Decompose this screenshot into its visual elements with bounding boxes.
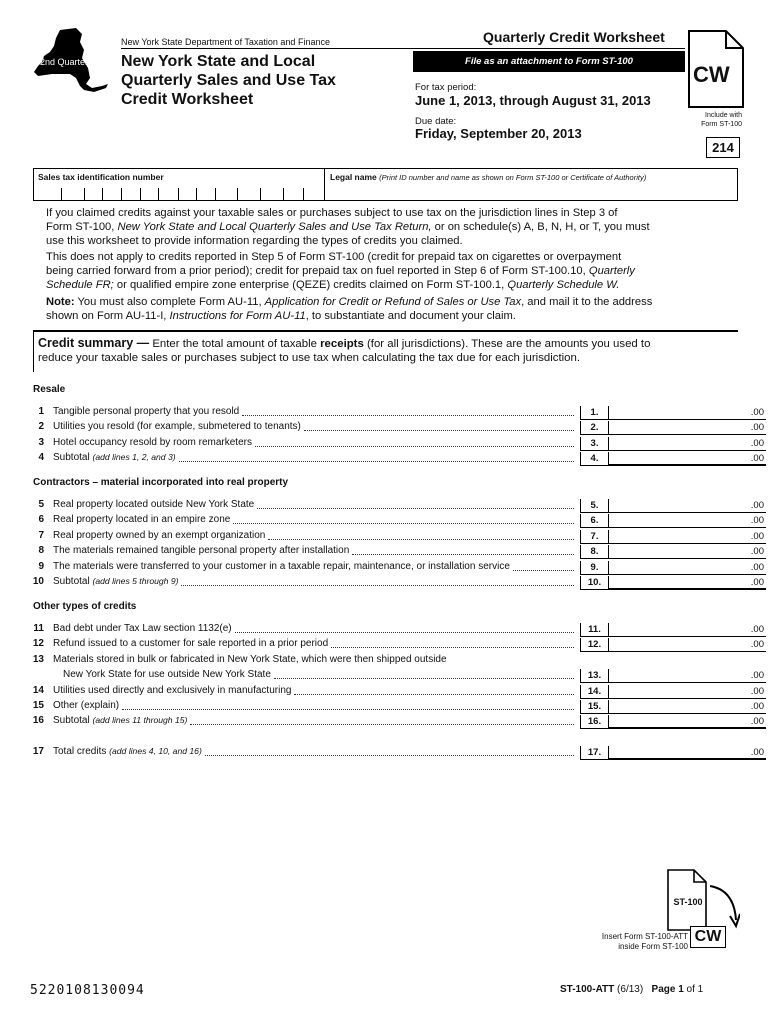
line-1-number: 1 xyxy=(38,406,44,417)
line-10-label: Subtotal (add lines 5 through 9) xyxy=(53,576,179,587)
line-3-number: 3 xyxy=(38,437,44,448)
line-5-label: Real property located outside New York State xyxy=(53,499,255,510)
line-14-number: 14 xyxy=(32,685,44,696)
id-digit-separator xyxy=(84,188,85,200)
form-title-line-1: New York State and Local xyxy=(121,53,316,70)
line-15-number: 15 xyxy=(32,700,44,711)
id-digit-separator xyxy=(196,188,197,200)
line-10-amount-input[interactable]: .00 xyxy=(608,576,766,590)
sales-tax-id-label: Sales tax identification number xyxy=(38,172,164,182)
due-date-value: Friday, September 20, 2013 xyxy=(415,126,582,141)
line-6-number: 6 xyxy=(38,514,44,525)
line-12-label: Refund issued to a customer for sale reported in a prior period xyxy=(53,638,329,649)
line-6-amount-input[interactable]: .00 xyxy=(608,514,766,528)
id-digit-separator xyxy=(61,188,62,200)
line-17-label: Total credits (add lines 4, 10, and 16) xyxy=(53,746,202,757)
line-14-label: Utilities used directly and exclusively in manufacturing xyxy=(53,685,292,696)
form-title-line-3: Credit Worksheet xyxy=(121,91,254,108)
line-15-leader xyxy=(122,709,574,710)
line-16-leader xyxy=(190,724,574,725)
line-2-box-label: 2. xyxy=(580,421,608,435)
line-2-label: Utilities you resold (for example, submetered to tenants) xyxy=(53,421,301,432)
line-10-box-label: 10. xyxy=(580,576,608,590)
instructions-note xyxy=(46,295,736,323)
line-14-box-label: 14. xyxy=(580,685,608,699)
instructions-text: Schedule FR; or qualified empire zone enterprise (QEZE) credits claimed on Form ST-100.1, Quarterly Schedule W. xyxy=(46,279,620,291)
line-16-label: Subtotal (add lines 11 through 15) xyxy=(53,715,188,726)
line-6-label: Real property located in an empire zone xyxy=(53,514,231,525)
line-11-box-label: 11. xyxy=(580,623,608,637)
section-contractors: Contractors – material incorporated into real property xyxy=(33,477,289,488)
due-date-label: Due date: xyxy=(415,116,457,127)
line-3-box-label: 3. xyxy=(580,437,608,451)
insert-note-line-2: inside Form ST-100 xyxy=(618,942,688,951)
id-digit-separator xyxy=(178,188,179,200)
line-2-number: 2 xyxy=(38,421,44,432)
line-14-leader xyxy=(294,694,574,695)
legal-name-label-text: Legal name xyxy=(330,172,377,182)
line-11-label: Bad debt under Tax Law section 1132(e) xyxy=(53,623,232,634)
id-digit-separator xyxy=(260,188,261,200)
line-8-label: The materials remained tangible personal property after installation xyxy=(53,545,350,556)
line-13-box-label: 13. xyxy=(580,669,608,683)
form-title xyxy=(121,52,371,109)
insert-note-line-1: Insert Form ST-100-ATT xyxy=(601,932,688,941)
line-5-leader xyxy=(257,508,574,509)
instructions-paragraph-2 xyxy=(46,250,736,292)
line-7-amount-input[interactable]: .00 xyxy=(608,530,766,544)
tax-period-label: For tax period: xyxy=(415,82,477,93)
line-10-number: 10 xyxy=(32,576,44,587)
line-13-label-line-1: Materials stored in bulk or fabricated in New York State, which were then shipped outside xyxy=(53,654,447,665)
id-divider xyxy=(324,168,325,201)
credit-summary-text-2: reduce your taxable sales or purchases subject to use tax when calculating the tax due for each jurisdiction. xyxy=(38,352,580,364)
line-2-leader xyxy=(304,430,574,431)
id-digit-separator xyxy=(121,188,122,200)
line-11-amount-input[interactable]: .00 xyxy=(608,623,766,637)
line-3-amount-input[interactable]: .00 xyxy=(608,437,766,451)
form-title-line-2: Quarterly Sales and Use Tax xyxy=(121,72,336,89)
line-9-box-label: 9. xyxy=(580,561,608,575)
line-8-box-label: 8. xyxy=(580,545,608,559)
line-15-amount-input[interactable]: .00 xyxy=(608,700,766,714)
line-5-box-label: 5. xyxy=(580,499,608,513)
line-4-leader xyxy=(179,461,574,462)
cw-form-code: CW xyxy=(693,62,730,87)
line-4-amount-input[interactable]: .00 xyxy=(608,452,766,466)
line-1-box-label: 1. xyxy=(580,406,608,420)
line-4-box-label: 4. xyxy=(580,452,608,466)
include-note-line-1: Include with xyxy=(705,112,742,119)
id-digit-separator xyxy=(140,188,141,200)
line-15-label: Other (explain) xyxy=(53,700,120,711)
instructions-text: Form ST-100, New York State and Local Quarterly Sales and Use Tax Return, or on schedule(s) A, B, N, H, or T, you must xyxy=(46,221,650,233)
line-17-leader xyxy=(205,755,574,756)
department-name: New York State Department of Taxation and Finance xyxy=(121,37,330,47)
line-16-amount-input[interactable]: .00 xyxy=(608,715,766,729)
credit-summary-text: Credit summary — Enter the total amount of taxable receipts (for all jurisdictions). These are the amounts you used to reduce your taxable sales or purchases subject to use tax when calculating the tax due for each jurisdiction. xyxy=(38,336,728,365)
instructions-paragraph-1 xyxy=(46,206,736,248)
line-6-box-label: 6. xyxy=(580,514,608,528)
st100-label: ST-100 xyxy=(673,897,703,907)
line-11-leader xyxy=(235,632,574,633)
instructions-text: If you claimed credits against your taxable sales or purchases subject to use tax on the jurisdiction lines in Step 3 of xyxy=(46,207,618,219)
instructions-text: being carried forward from a prior period); credit for prepaid tax on fuel reported in Step 6 of Form ST-100.10, Quarterly xyxy=(46,265,635,277)
id-digit-separator xyxy=(283,188,284,200)
attachment-note: File as an attachment to Form ST-100 xyxy=(413,51,685,72)
form-code-box: 214 xyxy=(706,137,740,158)
line-1-leader xyxy=(242,415,574,416)
line-13-leader xyxy=(274,678,574,679)
line-17-number: 17 xyxy=(32,746,44,757)
line-6-leader xyxy=(233,523,574,524)
line-12-amount-input[interactable]: .00 xyxy=(608,638,766,652)
credit-summary-heading: Credit summary — xyxy=(38,336,150,350)
line-7-box-label: 7. xyxy=(580,530,608,544)
section-resale: Resale xyxy=(33,384,66,395)
line-4-number: 4 xyxy=(38,452,44,463)
legal-name-label xyxy=(330,172,646,182)
line-9-number: 9 xyxy=(38,561,44,572)
instructions-text: use this worksheet to provide information regarding the types of credits you claimed. xyxy=(46,235,463,247)
line-9-leader xyxy=(513,570,574,571)
line-3-label: Hotel occupancy resold by room remarketers xyxy=(53,437,252,448)
line-8-leader xyxy=(352,554,574,555)
line-3-leader xyxy=(255,446,574,447)
line-17-box-label: 17. xyxy=(580,746,608,760)
line-1-amount-input[interactable]: .00 xyxy=(608,406,766,420)
line-1-label: Tangible personal property that you resold xyxy=(53,406,240,417)
line-11-number: 11 xyxy=(33,623,44,634)
line-12-box-label: 12. xyxy=(580,638,608,652)
tax-period-value: June 1, 2013, through August 31, 2013 xyxy=(415,93,651,108)
line-7-number: 7 xyxy=(38,530,44,541)
footer-cw-code: CW xyxy=(690,926,726,948)
line-10-leader xyxy=(181,585,574,586)
line-8-amount-input[interactable]: .00 xyxy=(608,545,766,559)
worksheet-title: Quarterly Credit Worksheet xyxy=(483,29,665,45)
instructions-text: Note: You must also complete Form AU-11, Application for Credit or Refund of Sales or Use Tax, and mail it to the address xyxy=(46,296,653,308)
line-2-amount-input[interactable]: .00 xyxy=(608,421,766,435)
instructions-text: This does not apply to credits reported in Step 5 of Form ST-100 (credit for prepaid tax on cigarettes or overpayment xyxy=(46,251,622,263)
line-14-amount-input[interactable]: .00 xyxy=(608,685,766,699)
include-note xyxy=(690,111,742,129)
insert-note xyxy=(600,932,688,952)
footer-form-id: ST-100-ATT (6/13) Page 1 of 1 xyxy=(560,984,704,995)
line-16-number: 16 xyxy=(32,715,44,726)
line-12-leader xyxy=(331,647,574,648)
line-12-number: 12 xyxy=(32,638,44,649)
worksheet-rule xyxy=(413,48,685,49)
line-13-label: New York State for use outside New York State xyxy=(63,669,271,680)
id-digit-separator xyxy=(102,188,103,200)
include-note-line-2: Form ST-100 xyxy=(701,121,742,128)
legal-name-note: (Print ID number and name as shown on Form ST-100 or Certificate of Authority) xyxy=(379,173,647,182)
id-digit-separator xyxy=(215,188,216,200)
barcode-number: 5220108130094 xyxy=(30,983,145,998)
line-16-box-label: 16. xyxy=(580,715,608,729)
id-digit-separator xyxy=(237,188,238,200)
instructions-text: shown on Form AU-11-I, Instructions for Form AU-11, to substantiate and document your claim. xyxy=(46,310,516,322)
line-17-amount-input[interactable]: .00 xyxy=(608,746,766,760)
line-13-number: 13 xyxy=(32,654,44,665)
line-8-number: 8 xyxy=(38,545,44,556)
line-15-box-label: 15. xyxy=(580,700,608,714)
header-rule xyxy=(121,48,413,49)
line-7-leader xyxy=(268,539,574,540)
line-7-label: Real property owned by an exempt organization xyxy=(53,530,266,541)
line-9-label: The materials were transferred to your customer in a taxable repair, maintenance, or installation service xyxy=(53,561,510,572)
line-4-label: Subtotal (add lines 1, 2, and 3) xyxy=(53,452,176,463)
line-5-number: 5 xyxy=(38,499,44,510)
quarter-label: 2nd Quarter xyxy=(39,57,89,67)
line-13-amount-input[interactable]: .00 xyxy=(608,669,766,683)
id-digit-separator xyxy=(158,188,159,200)
line-9-amount-input[interactable]: .00 xyxy=(608,561,766,575)
line-5-amount-input[interactable]: .00 xyxy=(608,499,766,513)
id-digit-separator xyxy=(303,188,304,200)
legal-name-input[interactable] xyxy=(330,186,734,200)
section-other-credits: Other types of credits xyxy=(33,601,137,612)
